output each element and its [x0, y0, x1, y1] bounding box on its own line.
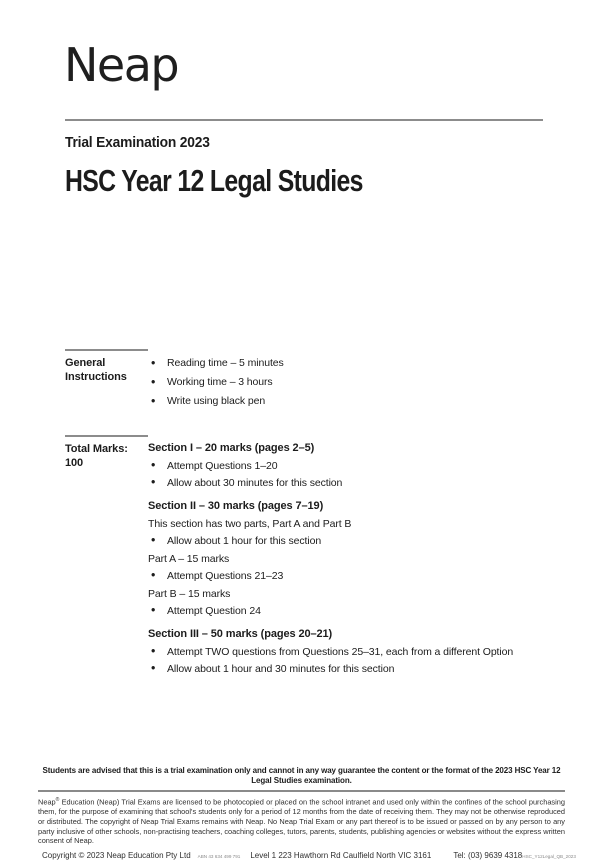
footer	[38, 766, 576, 860]
copyright-text: Copyright © 2023 Neap Education Pty Ltd	[42, 850, 191, 860]
exam-subtitle: Trial Examination 2023	[65, 134, 210, 151]
document-code: HSC_Y12Legal_QB_2023	[522, 853, 576, 859]
neap-logo: Neap	[64, 38, 179, 92]
section-heading: Section III – 50 marks (pages 20–21)	[148, 628, 333, 640]
abn-text: ABN 43 634 499 791	[197, 853, 241, 859]
header-divider	[65, 119, 543, 121]
footer-divider	[38, 790, 565, 792]
section-bullet: • Attempt TWO questions from Questions 25–31, each from a different Option	[148, 644, 545, 662]
address-text: Level 1 223 Hawthorn Rd Caulfield North VIC 3161	[250, 850, 432, 860]
section-bullet: • Allow about 1 hour and 30 minutes for this section	[148, 661, 545, 679]
page-title: HSC Year 12 Legal Studies	[65, 163, 363, 198]
general-instructions-content	[148, 349, 545, 411]
license-text: Education (Neap) Trial Exams are licensed to be photocopied or placed on the school intranet and used only within the confines of the school purchasing them, for the purpose of examining that school's students only for a period of 12 months from the date of receiving them. They may not be otherwise reproduced or distributed. The copyright of Neap Trial Exams remains with Neap. No Neap Trial Exam or any part thereof is to be issued or passed on by any person to any party inclusive of other schools, non-practising teachers, coaching colleges, tutors, parents, students, publishing agencies or websites without the express written consent of Neap.	[38, 797, 565, 846]
license-paragraph	[38, 796, 565, 846]
instruction-bullet: • Write using black pen	[148, 392, 545, 411]
section-bullet: • Attempt Questions 1–20	[148, 458, 545, 476]
total-marks-caption: Total Marks:	[65, 443, 128, 455]
general-instructions-label: General Instructions	[65, 349, 148, 384]
general-instructions-row	[65, 349, 545, 411]
section-heading: Section II – 30 marks (pages 7–19)	[148, 500, 324, 512]
section-bullet: • Allow about 1 hour for this section	[148, 533, 545, 551]
section-note: This section has two parts, Part A and Part B	[148, 517, 352, 530]
section-note: Part A – 15 marks	[148, 552, 230, 565]
total-marks-row	[65, 435, 545, 679]
advisory-note: Students are advised that this is a trial examination only and cannot in any way guarantee the content or the format of the 2023 HSC Year 12 Legal Studies examination.	[42, 766, 561, 785]
sections-container	[148, 435, 545, 679]
section-heading: Section I – 20 marks (pages 2–5)	[148, 442, 315, 454]
copyright-row	[38, 850, 576, 860]
section-bullet: • Attempt Question 24	[148, 603, 545, 621]
total-marks-value: 100	[65, 457, 84, 469]
total-marks-label	[65, 435, 148, 470]
general-instructions-list	[148, 354, 545, 411]
instruction-bullet: • Reading time – 5 minutes	[148, 354, 545, 373]
section-bullet: • Allow about 30 minutes for this section	[148, 475, 545, 493]
telephone-text: Tel: (03) 9639 4318	[453, 850, 523, 860]
section-note: Part B – 15 marks	[148, 587, 231, 600]
instruction-bullet: • Working time – 3 hours	[148, 373, 545, 392]
license-brand: Neap	[38, 797, 56, 807]
registered-mark: ®	[55, 797, 60, 803]
section-bullet: • Attempt Questions 21–23	[148, 568, 545, 586]
